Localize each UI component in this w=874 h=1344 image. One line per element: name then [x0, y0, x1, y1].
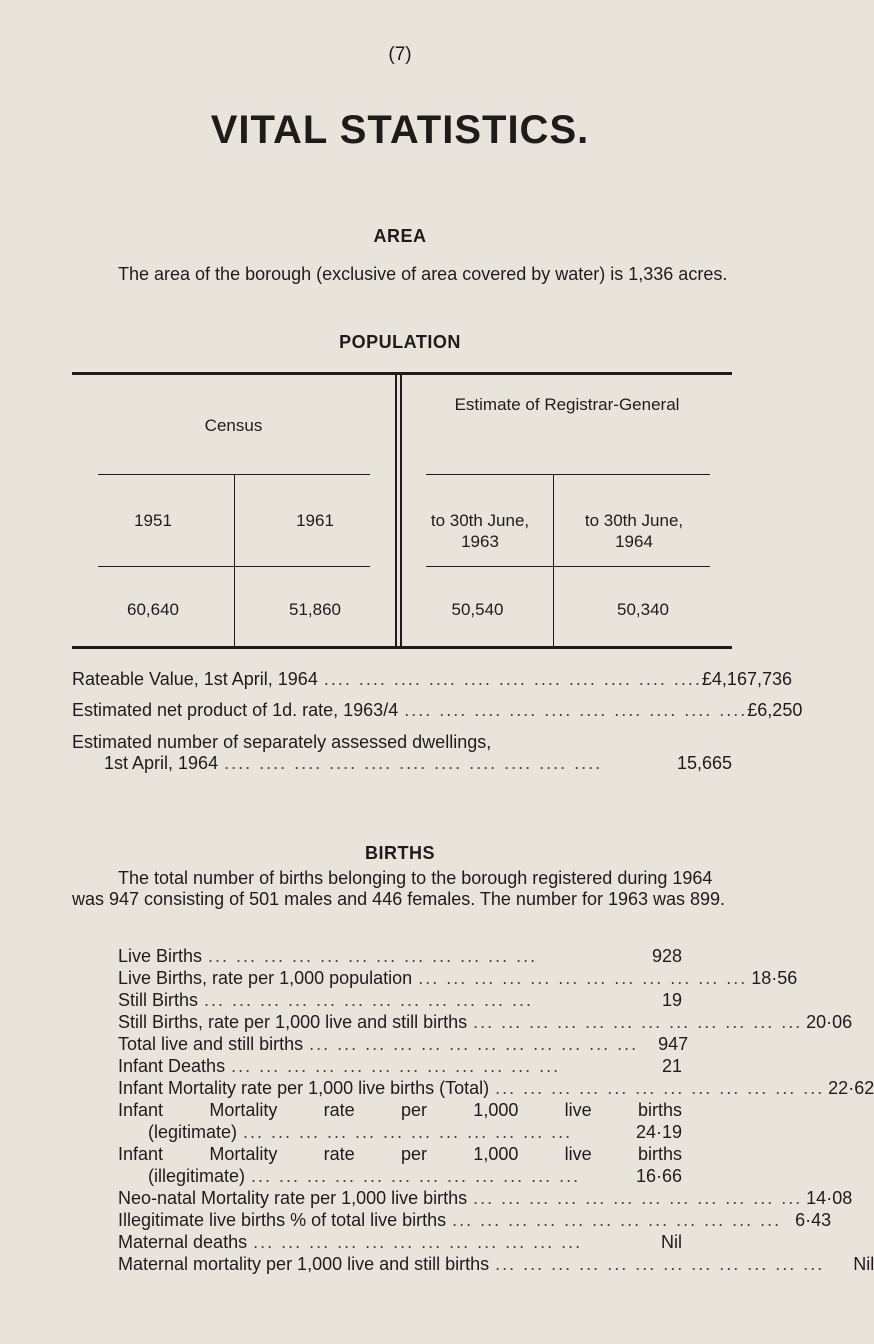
births-stat-label: Infant Mortality rate per 1,000 live births — [118, 1100, 682, 1120]
dwellings-row — [104, 752, 732, 774]
col-1951-header: 1951 — [134, 511, 172, 530]
dotted-leader: ... ... ... ... ... ... ... ... ... ... ... ... — [495, 1078, 825, 1098]
dotted-leader: ... ... ... ... ... ... ... ... ... ... ... ... — [208, 946, 538, 966]
table-rule-census — [98, 474, 370, 475]
births-stat-label: Maternal mortality per 1,000 live and still births — [118, 1254, 490, 1274]
table-col-rule-2 — [553, 475, 554, 646]
dotted-leader: ... ... ... ... ... ... ... ... ... ... ... ... — [243, 1122, 573, 1142]
births-stat-value: Nil — [661, 1232, 682, 1252]
dwellings-label-line-2: 1st April, 1964 — [104, 753, 219, 773]
dotted-leader: ... ... ... ... ... ... ... ... ... ... ... ... — [309, 1034, 639, 1054]
births-stat-label: Total live and still births — [118, 1034, 304, 1054]
area-heading: AREA — [373, 226, 427, 246]
births-stat-label: Infant Mortality rate per 1,000 live births — [118, 1144, 682, 1164]
births-stat-value: 19 — [661, 990, 682, 1010]
dotted-leader: ... ... ... ... ... ... ... ... ... ... ... ... — [253, 1232, 583, 1252]
dotted-leader: ... ... ... ... ... ... ... ... ... ... ... ... — [452, 1210, 782, 1230]
rate-product-value: £6,250 — [747, 700, 803, 720]
births-stat-value: 928 — [651, 946, 682, 966]
dotted-leader: .... .... .... .... .... .... .... .... .... .... — [404, 700, 748, 720]
area-text: The area of the borough (exclusive of area covered by water) is 1,336 acres. — [118, 264, 728, 284]
value-1961: 51,860 — [289, 600, 341, 619]
births-stat-row — [148, 1121, 682, 1143]
table-col-rule-1 — [234, 475, 235, 646]
births-stat-label: Maternal deaths — [118, 1232, 248, 1252]
table-rule-years-right — [426, 566, 710, 567]
births-text: The total number of births belonging to the borough registered during 1964 was 947 consisting of 501 males and 446 females. The number for 1963 was 899. — [72, 868, 726, 909]
births-stat-label-continued: (illegitimate) — [148, 1166, 246, 1186]
dotted-leader: ... ... ... ... ... ... ... ... ... ... ... ... — [473, 1012, 803, 1032]
births-stat-label-continued: (legitimate) — [148, 1122, 238, 1142]
col-1963-header: to 30th June, 1963 — [430, 511, 530, 551]
dotted-leader: .... .... .... .... .... .... .... .... .... .... .... — [224, 753, 603, 773]
col-1961-header: 1961 — [296, 511, 334, 530]
dotted-leader: ... ... ... ... ... ... ... ... ... ... ... ... — [231, 1056, 561, 1076]
dotted-leader: .... .... .... .... .... .... .... .... .... .... .... — [323, 669, 702, 689]
births-stat-row — [118, 1077, 874, 1099]
births-stat-row — [118, 1055, 682, 1077]
dwellings-label-line-1: Estimated number of separately assessed dwellings, — [72, 732, 492, 752]
births-stat-value: 21 — [661, 1056, 682, 1076]
births-stat-value: 16·66 — [635, 1166, 682, 1186]
births-stat-row — [118, 1209, 832, 1231]
table-bottom-rule — [72, 646, 732, 649]
page-title: VITAL STATISTICS. — [210, 108, 590, 152]
dotted-leader: ... ... ... ... ... ... ... ... ... ... ... ... — [251, 1166, 581, 1186]
births-stat-value: 14·08 — [806, 1188, 853, 1208]
dotted-leader: ... ... ... ... ... ... ... ... ... ... ... ... — [495, 1254, 825, 1274]
births-stat-row — [118, 1231, 682, 1253]
births-stat-row — [118, 1187, 853, 1209]
estimate-header: Estimate of Registrar-General — [454, 395, 680, 414]
births-stat-label: Infant Mortality rate per 1,000 live births (Total) — [118, 1078, 490, 1098]
births-stat-label: Still Births — [118, 990, 199, 1010]
births-stat-label: Live Births, rate per 1,000 population — [118, 968, 413, 988]
births-stat-value: 18·56 — [751, 968, 798, 988]
births-stat-value: 6·43 — [795, 1210, 832, 1230]
births-stat-value: 947 — [658, 1034, 689, 1054]
births-stat-row — [118, 1011, 853, 1033]
births-stat-row — [118, 1253, 874, 1275]
table-top-rule — [72, 372, 732, 375]
col-1964-header: to 30th June, 1964 — [584, 511, 684, 551]
births-stat-label: Infant Deaths — [118, 1056, 226, 1076]
value-1964: 50,340 — [617, 600, 669, 619]
rate-product-row — [72, 699, 803, 721]
births-stat-row — [118, 945, 682, 967]
births-stat-label: Live Births — [118, 946, 203, 966]
births-stat-label: Illegitimate live births % of total live births — [118, 1210, 447, 1230]
table-double-rule-a — [395, 375, 397, 646]
births-stat-row — [148, 1165, 682, 1187]
births-stat-row — [118, 967, 798, 989]
population-heading: POPULATION — [339, 332, 461, 352]
dwellings-value: 15,665 — [676, 753, 732, 773]
births-stat-row — [118, 989, 682, 1011]
rateable-value-row — [72, 668, 792, 690]
births-stat-value: 24·19 — [635, 1122, 682, 1142]
table-rule-years-left — [98, 566, 370, 567]
births-stat-row — [118, 1033, 689, 1055]
births-stat-value: 20·06 — [806, 1012, 853, 1032]
births-heading: BIRTHS — [365, 843, 435, 863]
value-1951: 60,640 — [127, 600, 179, 619]
rate-product-label: Estimated net product of 1d. rate, 1963/4 — [72, 700, 399, 720]
births-stat-label: Neo-natal Mortality rate per 1,000 live births — [118, 1188, 468, 1208]
dotted-leader: ... ... ... ... ... ... ... ... ... ... ... ... — [418, 968, 748, 988]
dotted-leader: ... ... ... ... ... ... ... ... ... ... ... ... — [204, 990, 534, 1010]
rateable-value-label: Rateable Value, 1st April, 1964 — [72, 669, 318, 689]
census-header: Census — [204, 416, 263, 435]
births-stat-label: Still Births, rate per 1,000 live and still births — [118, 1012, 468, 1032]
rateable-value: £4,167,736 — [701, 669, 792, 689]
births-stat-value: 22·62 — [828, 1078, 874, 1098]
births-stat-value: Nil — [853, 1254, 874, 1274]
value-1963: 50,540 — [451, 600, 504, 619]
table-rule-estimate — [426, 474, 710, 475]
dotted-leader: ... ... ... ... ... ... ... ... ... ... ... ... — [473, 1188, 803, 1208]
page-number: (7) — [388, 44, 412, 65]
